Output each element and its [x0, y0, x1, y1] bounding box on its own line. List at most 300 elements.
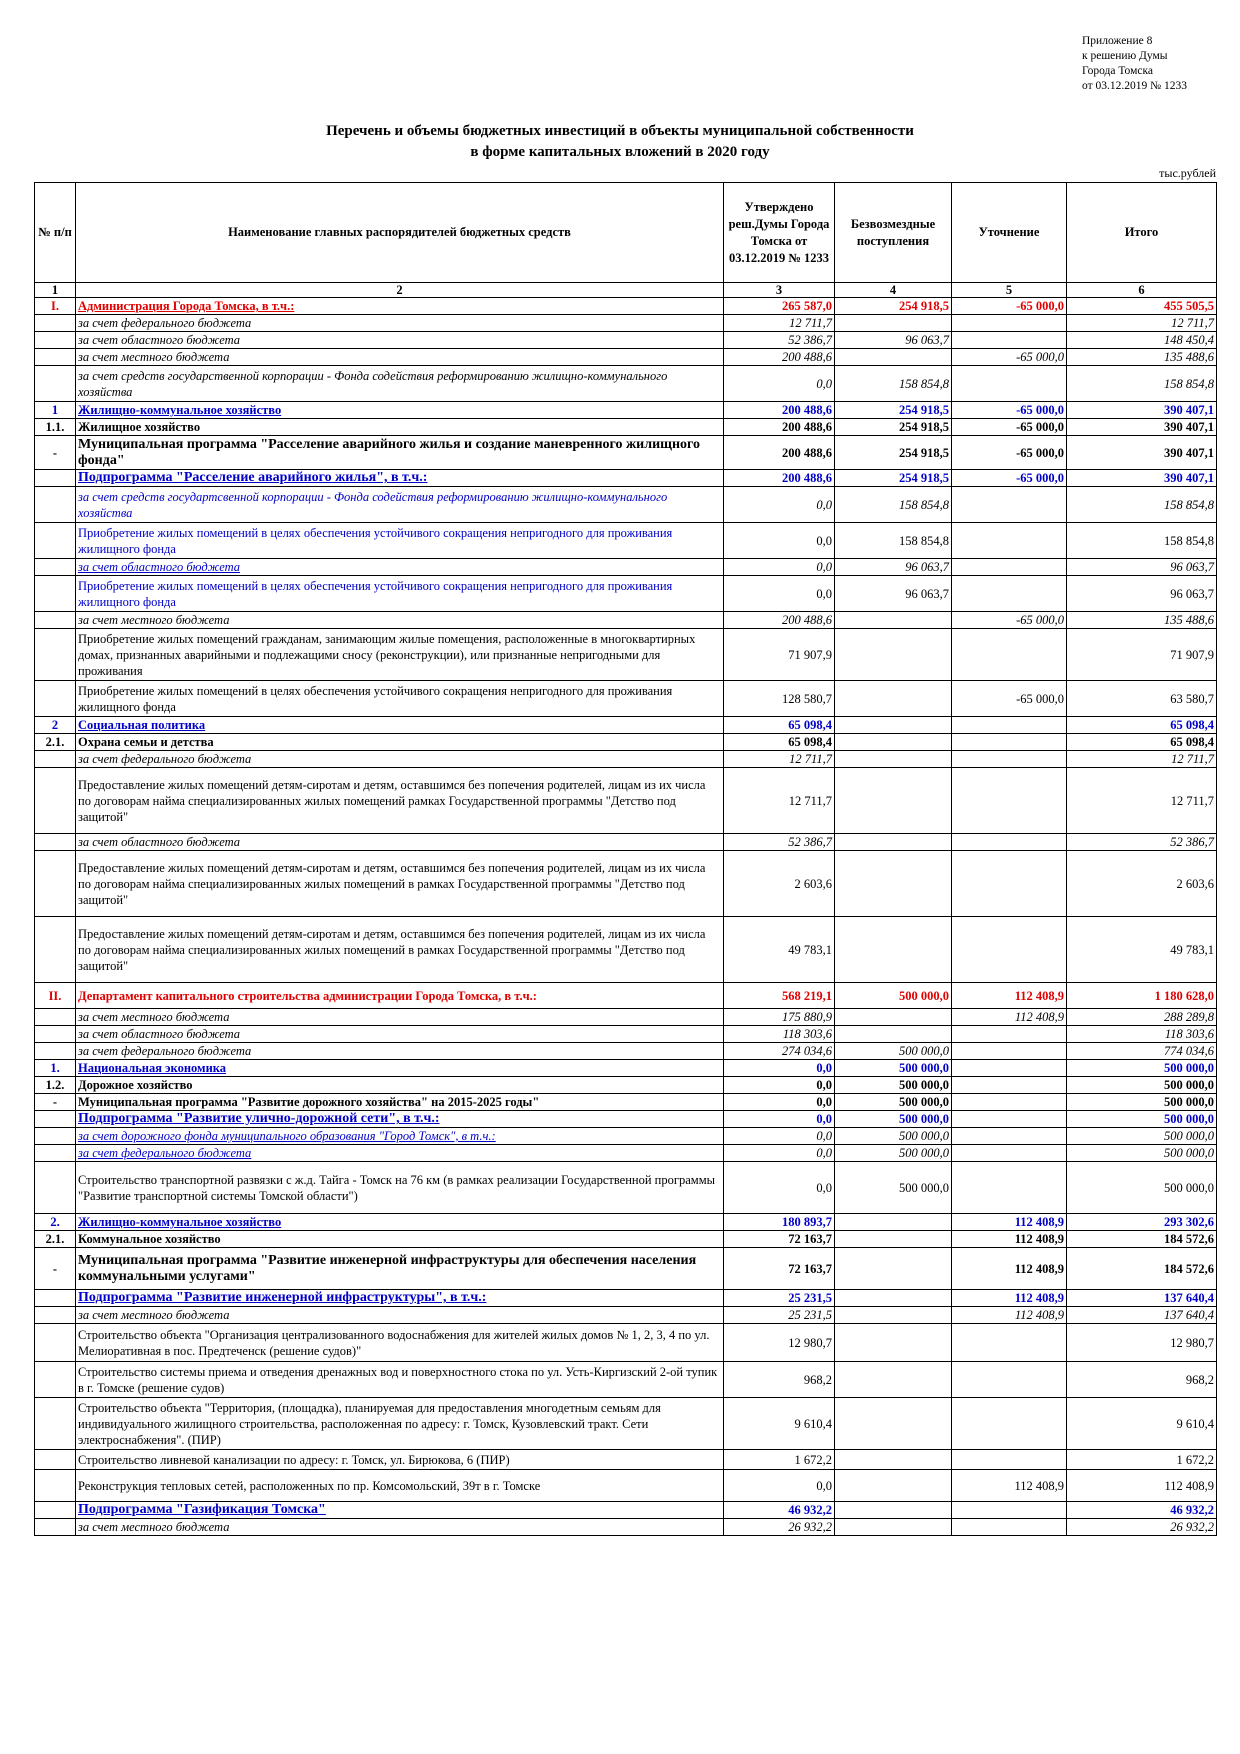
approved-value-cell: 200 488,6 — [724, 349, 835, 366]
total-value-cell: 96 063,7 — [1067, 559, 1217, 576]
approved-value-cell: 26 932,2 — [724, 1519, 835, 1536]
approved-value-cell: 72 163,7 — [724, 1231, 835, 1248]
row-number-cell — [35, 349, 76, 366]
row-name-cell: Предоставление жилых помещений детям-сиротам и детям, оставшимся без попечения родителей, лицам из их числа по договорам найма специализированных жилых помещений в рамках Государственной программы "Детство под защитой" — [76, 917, 724, 983]
approved-value-cell: 0,0 — [724, 1111, 835, 1128]
adjustment-value-cell: -65 000,0 — [952, 298, 1067, 315]
adjustment-value-cell — [952, 1043, 1067, 1060]
approved-value-cell: 1 672,2 — [724, 1450, 835, 1470]
table-row — [35, 523, 1217, 559]
table-row — [35, 1324, 1217, 1362]
total-value-cell: 9 610,4 — [1067, 1398, 1217, 1450]
total-value-cell: 148 450,4 — [1067, 332, 1217, 349]
table-row — [35, 1111, 1217, 1128]
row-name-cell: Подпрограмма "Газификация Томска" — [76, 1502, 724, 1519]
total-value-cell: 12 711,7 — [1067, 751, 1217, 768]
grant-value-cell — [835, 734, 952, 751]
table-row — [35, 1009, 1217, 1026]
total-value-cell: 63 580,7 — [1067, 681, 1217, 717]
adjustment-value-cell — [952, 629, 1067, 681]
adjustment-value-cell — [952, 751, 1067, 768]
grant-value-cell — [835, 1362, 952, 1398]
row-number-cell — [35, 751, 76, 768]
row-name-cell: Департамент капитального строительства администрации Города Томска, в т.ч.: — [76, 983, 724, 1009]
grant-value-cell: 500 000,0 — [835, 1128, 952, 1145]
grant-value-cell — [835, 629, 952, 681]
table-row — [35, 559, 1217, 576]
row-number-cell: 1. — [35, 1060, 76, 1077]
table-row — [35, 366, 1217, 402]
total-value-cell: 52 386,7 — [1067, 834, 1217, 851]
column-number: 1 — [35, 283, 76, 298]
row-number-cell: 2 — [35, 717, 76, 734]
total-value-cell: 500 000,0 — [1067, 1111, 1217, 1128]
appendix-line: Города Томска — [1082, 65, 1153, 77]
row-number-cell — [35, 1519, 76, 1536]
column-number: 4 — [835, 283, 952, 298]
row-number-cell — [35, 917, 76, 983]
row-number-cell — [35, 1111, 76, 1128]
total-value-cell: 184 572,6 — [1067, 1248, 1217, 1290]
total-value-cell: 135 488,6 — [1067, 612, 1217, 629]
row-number-cell: 2.1. — [35, 1231, 76, 1248]
table-row — [35, 332, 1217, 349]
adjustment-value-cell: 112 408,9 — [952, 1307, 1067, 1324]
total-value-cell: 390 407,1 — [1067, 402, 1217, 419]
row-name-cell: Муниципальная программа "Развитие инженерной инфраструктуры для обеспечения населения коммунальными услугами" — [76, 1248, 724, 1290]
grant-value-cell: 500 000,0 — [835, 1162, 952, 1214]
total-value-cell: 500 000,0 — [1067, 1077, 1217, 1094]
row-number-cell — [35, 1128, 76, 1145]
grant-value-cell — [835, 1519, 952, 1536]
table-row — [35, 487, 1217, 523]
adjustment-value-cell — [952, 366, 1067, 402]
approved-value-cell: 0,0 — [724, 1470, 835, 1502]
table-row — [35, 1077, 1217, 1094]
header-cell: Уточнение — [952, 183, 1067, 283]
grant-value-cell: 254 918,5 — [835, 402, 952, 419]
row-name-cell: Дорожное хозяйство — [76, 1077, 724, 1094]
grant-value-cell: 500 000,0 — [835, 1077, 952, 1094]
approved-value-cell: 0,0 — [724, 559, 835, 576]
grant-value-cell — [835, 349, 952, 366]
grant-value-cell — [835, 851, 952, 917]
row-name-cell: за счет дорожного фонда муниципального образования "Город Томск", в т.ч.: — [76, 1128, 724, 1145]
row-name-cell: за счет областного бюджета — [76, 332, 724, 349]
appendix-line: Приложение 8 — [1082, 35, 1153, 47]
title-line: в форме капитальных вложений в 2020 году — [470, 144, 770, 160]
row-name-cell: за счет средств государственной корпорации - Фонда содействия реформированию жилищно-коммунального хозяйства — [76, 366, 724, 402]
row-name-cell: Жилищно-коммунальное хозяйство — [76, 1214, 724, 1231]
table-row — [35, 917, 1217, 983]
adjustment-value-cell — [952, 332, 1067, 349]
approved-value-cell: 200 488,6 — [724, 470, 835, 487]
adjustment-value-cell — [952, 576, 1067, 612]
adjustment-value-cell — [952, 1060, 1067, 1077]
approved-value-cell: 568 219,1 — [724, 983, 835, 1009]
approved-value-cell: 0,0 — [724, 523, 835, 559]
row-name-cell: за счет федерального бюджета — [76, 1043, 724, 1060]
approved-value-cell: 0,0 — [724, 487, 835, 523]
total-value-cell: 158 854,8 — [1067, 366, 1217, 402]
grant-value-cell — [835, 1307, 952, 1324]
header-cell: Утверждено реш.Думы Города Томска от 03.12.2019 № 1233 — [724, 183, 835, 283]
row-number-cell: 1 — [35, 402, 76, 419]
adjustment-value-cell — [952, 1324, 1067, 1362]
approved-value-cell: 200 488,6 — [724, 612, 835, 629]
row-name-cell: Строительство ливневой канализации по адресу: г. Томск, ул. Бирюкова, 6 (ПИР) — [76, 1450, 724, 1470]
row-name-cell: за счет местного бюджета — [76, 1009, 724, 1026]
table-row — [35, 1450, 1217, 1470]
approved-value-cell: 0,0 — [724, 366, 835, 402]
total-value-cell: 1 180 628,0 — [1067, 983, 1217, 1009]
adjustment-value-cell: -65 000,0 — [952, 470, 1067, 487]
row-name-cell: Администрация Города Томска, в т.ч.: — [76, 298, 724, 315]
row-name-cell: Подпрограмма "Развитие улично-дорожной сети", в т.ч.: — [76, 1111, 724, 1128]
grant-value-cell — [835, 1450, 952, 1470]
row-name-cell: Социальная политика — [76, 717, 724, 734]
row-number-cell: I. — [35, 298, 76, 315]
row-number-cell: - — [35, 1248, 76, 1290]
table-row — [35, 734, 1217, 751]
adjustment-value-cell: 112 408,9 — [952, 1009, 1067, 1026]
total-value-cell: 500 000,0 — [1067, 1162, 1217, 1214]
adjustment-value-cell — [952, 1450, 1067, 1470]
grant-value-cell: 96 063,7 — [835, 576, 952, 612]
row-name-cell: Предоставление жилых помещений детям-сиротам и детям, оставшимся без попечения родителей, лицам из их числа по договорам найма специализированных жилых помещений в рамках Государственной программы "Детство под защитой" — [76, 851, 724, 917]
column-number: 6 — [1067, 283, 1217, 298]
row-name-cell: за счет местного бюджета — [76, 1519, 724, 1536]
approved-value-cell: 0,0 — [724, 1128, 835, 1145]
grant-value-cell: 158 854,8 — [835, 487, 952, 523]
grant-value-cell: 96 063,7 — [835, 332, 952, 349]
grant-value-cell — [835, 1214, 952, 1231]
row-number-cell — [35, 559, 76, 576]
grant-value-cell — [835, 612, 952, 629]
row-number-cell: - — [35, 436, 76, 470]
row-number-cell: 2.1. — [35, 734, 76, 751]
approved-value-cell: 25 231,5 — [724, 1307, 835, 1324]
grant-value-cell: 254 918,5 — [835, 298, 952, 315]
title-line: Перечень и объемы бюджетных инвестиций в объекты муниципальной собственности — [326, 123, 914, 139]
approved-value-cell: 46 932,2 — [724, 1502, 835, 1519]
adjustment-value-cell: -65 000,0 — [952, 612, 1067, 629]
approved-value-cell: 0,0 — [724, 1162, 835, 1214]
table-row — [35, 1145, 1217, 1162]
table-row — [35, 629, 1217, 681]
total-value-cell: 500 000,0 — [1067, 1145, 1217, 1162]
approved-value-cell: 0,0 — [724, 1077, 835, 1094]
approved-value-cell: 0,0 — [724, 576, 835, 612]
row-number-cell — [35, 1450, 76, 1470]
total-value-cell: 26 932,2 — [1067, 1519, 1217, 1536]
table-row — [35, 349, 1217, 366]
table-row — [35, 436, 1217, 470]
adjustment-value-cell — [952, 523, 1067, 559]
adjustment-value-cell — [952, 1519, 1067, 1536]
row-number-cell — [35, 612, 76, 629]
total-value-cell: 774 034,6 — [1067, 1043, 1217, 1060]
total-value-cell: 390 407,1 — [1067, 436, 1217, 470]
adjustment-value-cell: -65 000,0 — [952, 419, 1067, 436]
approved-value-cell: 2 603,6 — [724, 851, 835, 917]
row-name-cell: Приобретение жилых помещений в целях обеспечения устойчивого сокращения непригодного для проживания жилищного фонда — [76, 523, 724, 559]
row-number-cell — [35, 1502, 76, 1519]
adjustment-value-cell — [952, 1077, 1067, 1094]
row-name-cell: за счет областного бюджета — [76, 1026, 724, 1043]
adjustment-value-cell — [952, 1502, 1067, 1519]
grant-value-cell — [835, 1290, 952, 1307]
adjustment-value-cell — [952, 851, 1067, 917]
table-row — [35, 576, 1217, 612]
grant-value-cell — [835, 1026, 952, 1043]
grant-value-cell: 500 000,0 — [835, 1111, 952, 1128]
row-name-cell: Муниципальная программа "Развитие дорожного хозяйства" на 2015-2025 годы" — [76, 1094, 724, 1111]
grant-value-cell — [835, 917, 952, 983]
row-number-cell — [35, 1043, 76, 1060]
approved-value-cell: 12 711,7 — [724, 315, 835, 332]
row-name-cell: за счет федерального бюджета — [76, 1145, 724, 1162]
row-number-cell — [35, 1362, 76, 1398]
approved-value-cell: 71 907,9 — [724, 629, 835, 681]
row-name-cell: за счет федерального бюджета — [76, 315, 724, 332]
header-cell: Итого — [1067, 183, 1217, 283]
row-name-cell: за счет федерального бюджета — [76, 751, 724, 768]
row-number-cell — [35, 523, 76, 559]
adjustment-value-cell — [952, 768, 1067, 834]
row-name-cell: Охрана семьи и детства — [76, 734, 724, 751]
approved-value-cell: 65 098,4 — [724, 717, 835, 734]
grant-value-cell — [835, 1502, 952, 1519]
approved-value-cell: 200 488,6 — [724, 436, 835, 470]
row-number-cell — [35, 768, 76, 834]
row-name-cell: Приобретение жилых помещений в целях обеспечения устойчивого сокращения непригодного для проживания жилищного фонда — [76, 576, 724, 612]
adjustment-value-cell: -65 000,0 — [952, 349, 1067, 366]
total-value-cell: 135 488,6 — [1067, 349, 1217, 366]
table-row — [35, 315, 1217, 332]
row-name-cell: за счет областного бюджета — [76, 834, 724, 851]
approved-value-cell: 128 580,7 — [724, 681, 835, 717]
appendix-block — [1082, 34, 1187, 94]
table-row — [35, 983, 1217, 1009]
table-row — [35, 1502, 1217, 1519]
table-row — [35, 1162, 1217, 1214]
approved-value-cell: 180 893,7 — [724, 1214, 835, 1231]
row-number-cell — [35, 1324, 76, 1362]
grant-value-cell — [835, 1009, 952, 1026]
total-value-cell: 500 000,0 — [1067, 1060, 1217, 1077]
row-number-cell — [35, 315, 76, 332]
grant-value-cell — [835, 768, 952, 834]
table-row — [35, 1307, 1217, 1324]
total-value-cell: 500 000,0 — [1067, 1094, 1217, 1111]
header-cell: Наименование главных распорядителей бюджетных средств — [76, 183, 724, 283]
total-value-cell: 65 098,4 — [1067, 717, 1217, 734]
adjustment-value-cell — [952, 487, 1067, 523]
adjustment-value-cell: 112 408,9 — [952, 983, 1067, 1009]
total-value-cell: 500 000,0 — [1067, 1128, 1217, 1145]
total-value-cell: 12 980,7 — [1067, 1324, 1217, 1362]
total-value-cell: 137 640,4 — [1067, 1290, 1217, 1307]
row-name-cell: Реконструкция тепловых сетей, расположенных по пр. Комсомольский, 39т в г. Томске — [76, 1470, 724, 1502]
row-name-cell: за счет местного бюджета — [76, 612, 724, 629]
row-name-cell: Подпрограмма "Расселение аварийного жилья", в т.ч.: — [76, 470, 724, 487]
row-number-cell — [35, 576, 76, 612]
adjustment-value-cell — [952, 1111, 1067, 1128]
row-name-cell: за счет областного бюджета — [76, 559, 724, 576]
total-value-cell: 1 672,2 — [1067, 1450, 1217, 1470]
grant-value-cell: 158 854,8 — [835, 523, 952, 559]
table-row — [35, 1026, 1217, 1043]
row-number-cell — [35, 332, 76, 349]
table-row — [35, 717, 1217, 734]
row-number-cell — [35, 681, 76, 717]
row-name-cell: Строительство объекта "Территория, (площадка), планируемая для предоставления многодетным семьям для индивидуального жилищного строительства, расположенная по адресу: г. Томск, Кузовлевский тракт. Сети электроснабжения". (ПИР) — [76, 1398, 724, 1450]
grant-value-cell — [835, 315, 952, 332]
approved-value-cell: 65 098,4 — [724, 734, 835, 751]
total-value-cell: 184 572,6 — [1067, 1231, 1217, 1248]
adjustment-value-cell: -65 000,0 — [952, 402, 1067, 419]
approved-value-cell: 9 610,4 — [724, 1398, 835, 1450]
row-number-cell: 1.1. — [35, 419, 76, 436]
approved-value-cell: 12 711,7 — [724, 768, 835, 834]
column-number: 2 — [76, 283, 724, 298]
total-value-cell: 2 603,6 — [1067, 851, 1217, 917]
adjustment-value-cell: -65 000,0 — [952, 681, 1067, 717]
grant-value-cell: 96 063,7 — [835, 559, 952, 576]
total-value-cell: 968,2 — [1067, 1362, 1217, 1398]
total-value-cell: 390 407,1 — [1067, 470, 1217, 487]
approved-value-cell: 25 231,5 — [724, 1290, 835, 1307]
approved-value-cell: 274 034,6 — [724, 1043, 835, 1060]
table-row — [35, 1398, 1217, 1450]
grant-value-cell — [835, 1248, 952, 1290]
appendix-line: от 03.12.2019 № 1233 — [1082, 80, 1187, 92]
row-number-cell — [35, 851, 76, 917]
total-value-cell: 293 302,6 — [1067, 1214, 1217, 1231]
grant-value-cell — [835, 681, 952, 717]
row-number-cell — [35, 1290, 76, 1307]
row-name-cell: Строительство системы приема и отведения дренажных вод и поверхностного стока по ул. Усть-Киргизский 2-ой тупик в г. Томске (решение судов) — [76, 1362, 724, 1398]
header-row — [35, 183, 1217, 283]
grant-value-cell — [835, 1398, 952, 1450]
row-number-cell — [35, 470, 76, 487]
header-cell: № п/п — [35, 183, 76, 283]
row-number-cell — [35, 487, 76, 523]
adjustment-value-cell — [952, 1094, 1067, 1111]
row-name-cell: за счет местного бюджета — [76, 349, 724, 366]
adjustment-value-cell — [952, 1026, 1067, 1043]
table-row — [35, 1094, 1217, 1111]
table-row — [35, 1060, 1217, 1077]
grant-value-cell: 500 000,0 — [835, 1043, 952, 1060]
total-value-cell: 137 640,4 — [1067, 1307, 1217, 1324]
approved-value-cell: 200 488,6 — [724, 419, 835, 436]
total-value-cell: 288 289,8 — [1067, 1009, 1217, 1026]
row-name-cell: Приобретение жилых помещений гражданам, занимающим жилые помещения, расположенные в многоквартирных домах, признанных аварийными и подлежащими сносу (реконструкции), или признанные непригодными для проживания — [76, 629, 724, 681]
row-number-cell — [35, 366, 76, 402]
total-value-cell: 46 932,2 — [1067, 1502, 1217, 1519]
appendix-line: к решению Думы — [1082, 50, 1168, 62]
adjustment-value-cell — [952, 559, 1067, 576]
adjustment-value-cell — [952, 834, 1067, 851]
grant-value-cell — [835, 1324, 952, 1362]
total-value-cell: 12 711,7 — [1067, 315, 1217, 332]
grant-value-cell — [835, 751, 952, 768]
header-cell: Безвозмездные поступления — [835, 183, 952, 283]
approved-value-cell: 12 711,7 — [724, 751, 835, 768]
grant-value-cell: 254 918,5 — [835, 419, 952, 436]
adjustment-value-cell — [952, 1398, 1067, 1450]
table-row — [35, 768, 1217, 834]
adjustment-value-cell — [952, 1362, 1067, 1398]
row-name-cell: Подпрограмма "Развитие инженерной инфраструктуры", в т.ч.: — [76, 1290, 724, 1307]
total-value-cell: 158 854,8 — [1067, 523, 1217, 559]
total-value-cell: 112 408,9 — [1067, 1470, 1217, 1502]
table-row — [35, 298, 1217, 315]
document-title — [0, 121, 1240, 163]
table-row — [35, 834, 1217, 851]
approved-value-cell: 52 386,7 — [724, 332, 835, 349]
row-number-cell: 2. — [35, 1214, 76, 1231]
adjustment-value-cell — [952, 734, 1067, 751]
approved-value-cell: 265 587,0 — [724, 298, 835, 315]
approved-value-cell: 52 386,7 — [724, 834, 835, 851]
grant-value-cell — [835, 717, 952, 734]
row-number-cell — [35, 1145, 76, 1162]
adjustment-value-cell — [952, 917, 1067, 983]
grant-value-cell — [835, 834, 952, 851]
table-row — [35, 1231, 1217, 1248]
row-name-cell: Предоставление жилых помещений детям-сиротам и детям, оставшимся без попечения родителей, лицам из их числа по договорам найма специализированных жилых помещений рамках Государственной программы "Детство под защитой" — [76, 768, 724, 834]
grant-value-cell — [835, 1231, 952, 1248]
adjustment-value-cell — [952, 1145, 1067, 1162]
approved-value-cell: 175 880,9 — [724, 1009, 835, 1026]
table-row — [35, 612, 1217, 629]
total-value-cell: 455 505,5 — [1067, 298, 1217, 315]
column-number: 3 — [724, 283, 835, 298]
row-name-cell: Жилищное хозяйство — [76, 419, 724, 436]
grant-value-cell: 500 000,0 — [835, 1060, 952, 1077]
table-row — [35, 751, 1217, 768]
row-number-cell — [35, 1009, 76, 1026]
row-name-cell: за счет местного бюджета — [76, 1307, 724, 1324]
row-name-cell: Муниципальная программа "Расселение аварийного жилья и создание маневренного жилищного фонда" — [76, 436, 724, 470]
row-number-cell: - — [35, 1094, 76, 1111]
approved-value-cell: 968,2 — [724, 1362, 835, 1398]
row-name-cell: Жилищно-коммунальное хозяйство — [76, 402, 724, 419]
adjustment-value-cell: -65 000,0 — [952, 436, 1067, 470]
row-number-cell — [35, 1470, 76, 1502]
row-number-cell: II. — [35, 983, 76, 1009]
table-row — [35, 1128, 1217, 1145]
grant-value-cell: 500 000,0 — [835, 1145, 952, 1162]
unit-label: тыс.рублей — [1159, 166, 1216, 180]
grant-value-cell: 500 000,0 — [835, 983, 952, 1009]
total-value-cell: 49 783,1 — [1067, 917, 1217, 983]
approved-value-cell: 0,0 — [724, 1094, 835, 1111]
table-row — [35, 1290, 1217, 1307]
total-value-cell: 12 711,7 — [1067, 768, 1217, 834]
adjustment-value-cell — [952, 717, 1067, 734]
row-name-cell: Приобретение жилых помещений в целях обеспечения устойчивого сокращения непригодного для проживания жилищного фонда — [76, 681, 724, 717]
table-row — [35, 1519, 1217, 1536]
table-row — [35, 470, 1217, 487]
row-name-cell: Коммунальное хозяйство — [76, 1231, 724, 1248]
row-number-cell — [35, 1307, 76, 1324]
table-row — [35, 1362, 1217, 1398]
table-row — [35, 402, 1217, 419]
